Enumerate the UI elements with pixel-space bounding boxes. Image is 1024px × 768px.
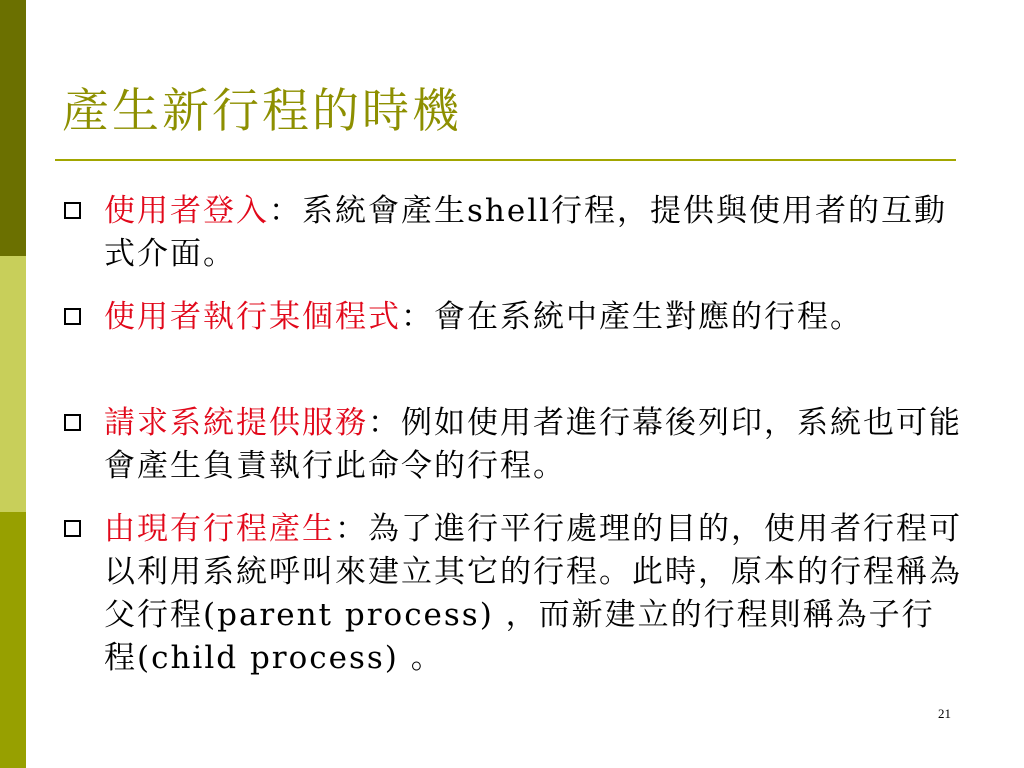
- square-bullet-icon: [64, 520, 81, 537]
- square-bullet-icon: [64, 202, 81, 219]
- bullet-item: [104, 508, 966, 680]
- bullet-term: 請求系統提供服務: [104, 405, 368, 441]
- square-bullet-icon: [64, 308, 81, 325]
- square-bullet-icon: [64, 414, 81, 431]
- slide-title: 產生新行程的時機: [62, 84, 462, 139]
- bullet-text: ：系統會產生shell行程，提供與使用者的互動式介面。: [104, 193, 948, 272]
- bullet-text: ：會在系統中產生對應的行程。: [401, 299, 863, 335]
- bullet-text: ：為了進行平行處理的目的，使用者行程可以利用系統呼叫來建立其它的行程。此時，原本的行程稱為父行程(parent process) ，而新建立的行程則稱為子行程(child process) 。: [104, 511, 962, 676]
- bullet-item: [104, 402, 966, 488]
- bullet-item: [104, 190, 966, 276]
- bullet-term: 由現有行程產生: [104, 511, 335, 547]
- page-number: 21: [938, 706, 951, 721]
- bullet-term: 使用者登入: [104, 193, 269, 229]
- bullet-text: ：例如使用者進行幕後列印，系統也可能會產生負責執行此命令的行程。: [104, 405, 962, 484]
- bullet-term: 使用者執行某個程式: [104, 299, 401, 335]
- bullet-item: [104, 296, 966, 339]
